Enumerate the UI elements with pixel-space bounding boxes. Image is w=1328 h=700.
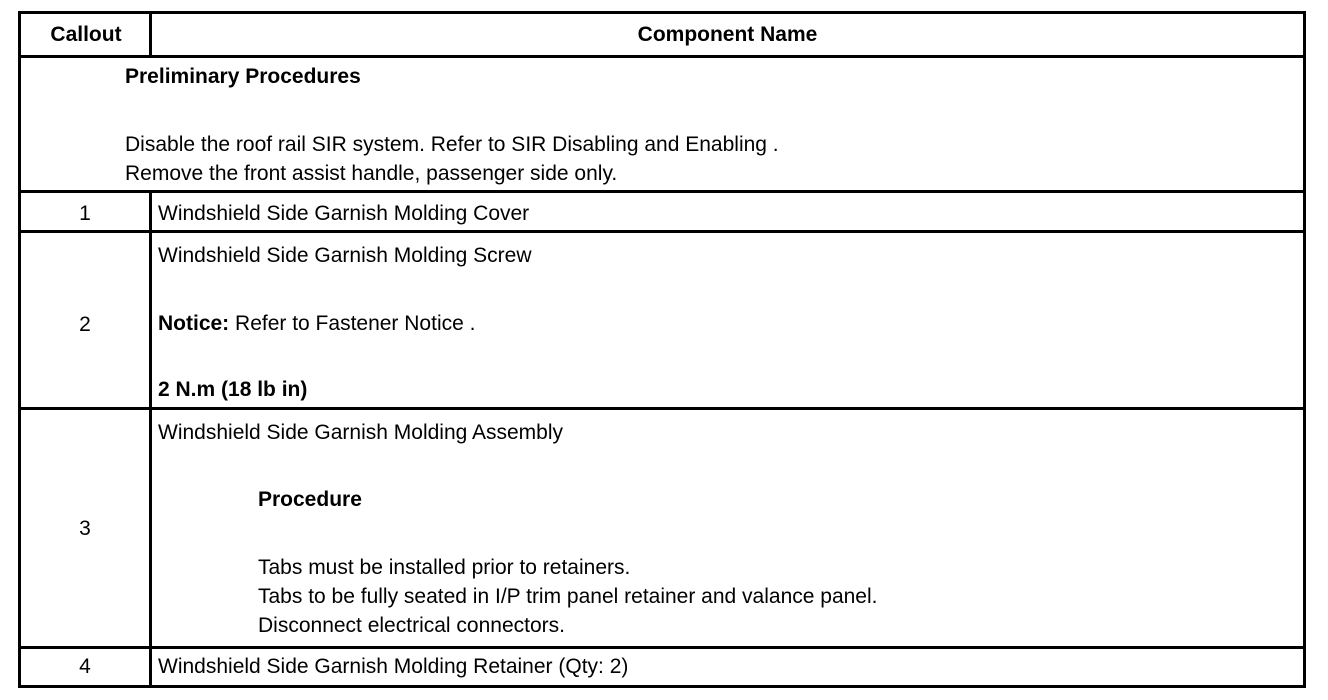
row-divider-3 bbox=[21, 646, 1303, 649]
component-name-2: Windshield Side Garnish Molding Screw bbox=[158, 244, 532, 267]
notice-text: Refer to Fastener Notice . bbox=[229, 312, 476, 335]
callout-3: 3 bbox=[79, 517, 91, 540]
component-name-1: Windshield Side Garnish Molding Cover bbox=[158, 202, 530, 225]
column-divider-row-2 bbox=[149, 232, 152, 408]
callout-1: 1 bbox=[79, 202, 91, 225]
procedure-title: Procedure bbox=[258, 488, 362, 511]
row-divider-1 bbox=[21, 230, 1303, 233]
preliminary-line: Remove the front assist handle, passenger side only. bbox=[125, 162, 618, 185]
procedure-step: Tabs to be fully seated in I/P trim panel retainer and valance panel. bbox=[258, 585, 878, 608]
procedure-step: Disconnect electrical connectors. bbox=[258, 614, 565, 637]
preliminary-procedures-title: Preliminary Procedures bbox=[125, 65, 361, 88]
preliminary-divider bbox=[21, 190, 1303, 193]
column-divider-row-1 bbox=[149, 192, 152, 232]
torque-spec: 2 N.m (18 lb in) bbox=[158, 378, 308, 401]
row-divider-2 bbox=[21, 407, 1303, 410]
callout-2: 2 bbox=[79, 313, 91, 336]
component-table bbox=[18, 11, 1306, 688]
column-divider-row-4 bbox=[149, 648, 152, 688]
notice-label: Notice: bbox=[158, 312, 230, 335]
preliminary-line: Disable the roof rail SIR system. Refer to SIR Disabling and Enabling . bbox=[125, 133, 779, 156]
column-divider-row-3 bbox=[149, 409, 152, 647]
component-name-column-header: Component Name bbox=[637, 23, 818, 46]
procedure-step: Tabs must be installed prior to retainers. bbox=[258, 556, 631, 579]
callout-column-header: Callout bbox=[50, 23, 122, 46]
notice-line bbox=[158, 310, 475, 338]
callout-4: 4 bbox=[79, 655, 91, 678]
component-name-4: Windshield Side Garnish Molding Retainer (Qty: 2) bbox=[158, 655, 629, 678]
component-name-3: Windshield Side Garnish Molding Assembly bbox=[158, 421, 564, 444]
header-divider bbox=[21, 55, 1303, 58]
